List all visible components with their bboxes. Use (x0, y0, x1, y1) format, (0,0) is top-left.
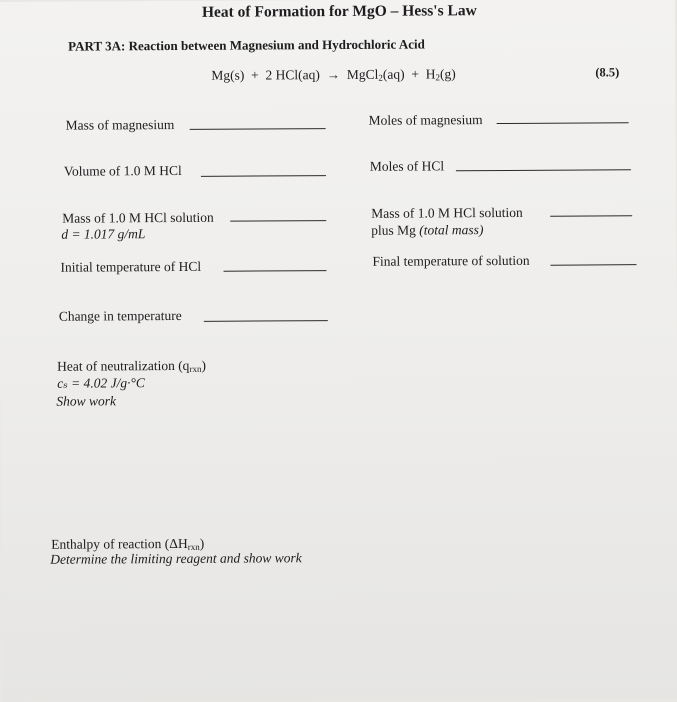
mass-total-label: Mass of 1.0 M HCl solution (371, 204, 523, 221)
moles-mg-label: Moles of magnesium (368, 112, 483, 128)
volume-hcl-label: Volume of 1.0 M HCl (63, 162, 182, 179)
mass-total-blank[interactable] (550, 215, 632, 217)
plus-sign: + (251, 67, 259, 83)
moles-mg-blank[interactable] (497, 122, 629, 124)
mass-total-sublabel: plus Mg (total mass) (371, 222, 484, 238)
show-work-note: Show work (56, 393, 116, 409)
equation-number: (8.5) (595, 65, 620, 80)
product-mgcl2: MgCl$_2$(aq) (346, 66, 405, 83)
part-heading: PART 3A: Reaction between Magnesium and Hydrochloric Acid (68, 36, 425, 54)
reaction-equation (211, 66, 455, 83)
heat-neutralization-label: Heat of neutralization $(q_{rxn})$ (57, 357, 206, 374)
mass-hcl-solution-label: Mass of 1.0 M HCl solution (62, 209, 214, 226)
change-temp-blank[interactable] (204, 320, 328, 322)
enthalpy-label: Enthalpy of reaction $(\Delta H_{rxn})$ (51, 535, 205, 552)
moles-hcl-label: Moles of HCl (369, 158, 445, 174)
page-title: Heat of Formation for MgO – Hess's Law (201, 2, 477, 21)
reactant-mg: Mg(s) (211, 67, 245, 83)
density-value: d = 1.017 g/mL (61, 226, 146, 242)
mass-mg-blank[interactable] (190, 128, 326, 130)
specific-heat-value: cₛ = 4.02 J/g·°C (57, 375, 145, 391)
reaction-arrow: → (326, 66, 341, 83)
product-h2: $H_2(g)$ (425, 66, 456, 83)
reactant-hcl: 2 HCl(aq) (265, 67, 320, 83)
moles-hcl-blank[interactable] (456, 169, 631, 171)
mass-hcl-solution-blank[interactable] (230, 220, 326, 222)
limiting-reagent-instruction: Determine the limiting reagent and show work (50, 550, 302, 567)
plus-sign: + (411, 66, 419, 82)
change-temp-label: Change in temperature (58, 307, 182, 324)
mass-mg-label: Mass of magnesium (65, 116, 175, 133)
volume-hcl-blank[interactable] (201, 175, 326, 177)
initial-temp-label: Initial temperature of HCl (60, 258, 202, 275)
final-temp-blank[interactable] (550, 264, 636, 266)
initial-temp-blank[interactable] (224, 270, 327, 272)
final-temp-label: Final temperature of solution (372, 252, 530, 269)
